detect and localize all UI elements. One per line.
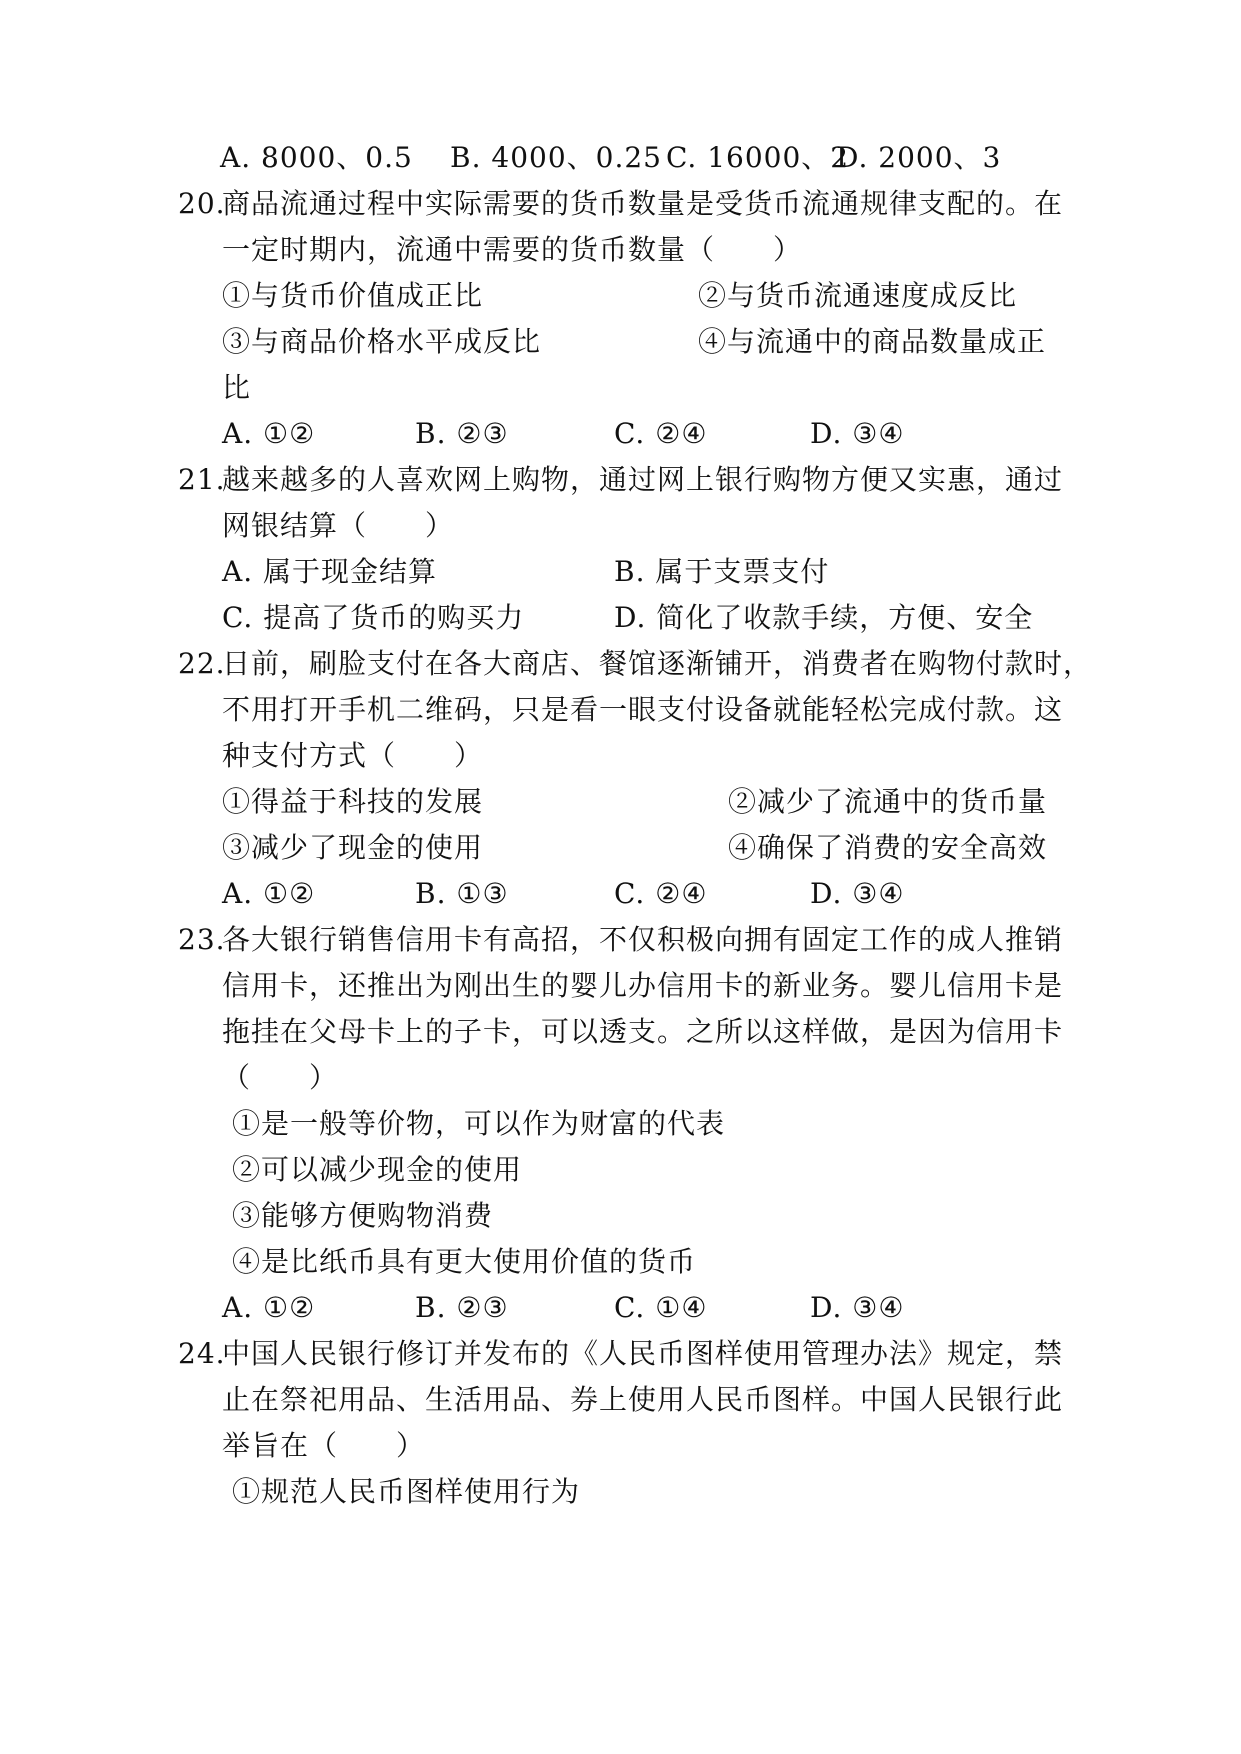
q22-option-b: B. ①③ <box>415 877 509 910</box>
q21-option-d: D. 简化了收款手续，方便、安全 <box>614 601 1034 634</box>
q19-options <box>0 138 1241 178</box>
q22-options <box>0 874 1241 914</box>
q21-stem-line-1: 21. 越来越多的人喜欢网上购物，通过网上银行购物方便又实惠，通过 <box>0 460 1241 500</box>
q24-statement-1: ①规范人民币图样使用行为 <box>232 1475 581 1508</box>
q21-option-a: A. 属于现金结算 <box>222 555 438 588</box>
q22-option-c: C. ②④ <box>614 877 708 910</box>
q23-stem-line-3: 拖挂在父母卡上的子卡，可以透支。之所以这样做，是因为信用卡 <box>222 1015 1064 1048</box>
q20-options <box>0 414 1241 454</box>
q22-stem-line-1: 22. 日前，刷脸支付在各大商店、餐馆逐渐铺开，消费者在购物付款时， <box>0 644 1241 684</box>
q23-stem-line-1: 23. 各大银行销售信用卡有高招，不仅积极向拥有固定工作的成人推销 <box>0 920 1241 960</box>
q23-statement-2: ②可以减少现金的使用 <box>232 1153 523 1186</box>
q23-statement-3: ③能够方便购物消费 <box>232 1199 494 1232</box>
q23-stem-line-4: （ ） <box>222 1061 339 1094</box>
q22-statement-1: ①得益于科技的发展 <box>222 785 484 818</box>
q23-option-b: B. ②③ <box>415 1291 509 1324</box>
q20-option-a: A. ①② <box>222 417 316 450</box>
q22-statement-2: ②减少了流通中的货币量 <box>728 785 1048 818</box>
q20-statement-4: ④与流通中的商品数量成正 <box>698 325 1047 358</box>
q21-options-row-2 <box>0 598 1241 638</box>
q24-stem-line-1: 24. 中国人民银行修订并发布的《人民币图样使用管理办法》规定，禁 <box>0 1334 1241 1374</box>
q20-option-c: C. ②④ <box>614 417 708 450</box>
q23-option-a: A. ①② <box>222 1291 316 1324</box>
q23-options <box>0 1288 1241 1328</box>
q20-statement-4-wrap: 比 <box>222 371 252 404</box>
q20-number: 20. <box>178 187 226 220</box>
q20-option-b: B. ②③ <box>415 417 509 450</box>
q24-stem-line-2: 止在祭祀用品、生活用品、券上使用人民币图样。中国人民银行此 <box>222 1383 1064 1416</box>
q19-option-c: C. 16000、2 <box>666 141 850 174</box>
q20-stem-line-2: 一定时期内，流通中需要的货币数量（ ） <box>222 233 803 266</box>
q21-options-row-1 <box>0 552 1241 592</box>
q21-number: 21. <box>178 463 226 496</box>
q20-statements-row-2 <box>0 322 1241 362</box>
q20-statements-row-1 <box>0 276 1241 316</box>
q23-statement-4: ④是比纸币具有更大使用价值的货币 <box>232 1245 697 1278</box>
q19-option-a: A. 8000、0.5 <box>220 141 413 174</box>
q23-stem-line-2: 信用卡，还推出为刚出生的婴儿办信用卡的新业务。婴儿信用卡是 <box>222 969 1064 1002</box>
q22-statement-3: ③减少了现金的使用 <box>222 831 484 864</box>
q22-statements-row-1 <box>0 782 1241 822</box>
q22-statements-row-2 <box>0 828 1241 868</box>
q19-option-b: B. 4000、0.25 <box>450 141 662 174</box>
q20-option-d: D. ③④ <box>810 417 905 450</box>
q21-option-b: B. 属于支票支付 <box>614 555 830 588</box>
q23-number: 23. <box>178 923 226 956</box>
q21-option-c: C. 提高了货币的购买力 <box>222 601 525 634</box>
q20-statement-1: ①与货币价值成正比 <box>222 279 484 312</box>
q22-statement-4: ④确保了消费的安全高效 <box>728 831 1048 864</box>
q22-stem-line-2: 不用打开手机二维码，只是看一眼支付设备就能轻松完成付款。这 <box>222 693 1064 726</box>
q24-stem-line-3: 举旨在（ ） <box>222 1429 426 1462</box>
q22-number: 22. <box>178 647 226 680</box>
q20-statement-3: ③与商品价格水平成反比 <box>222 325 542 358</box>
q23-option-d: D. ③④ <box>810 1291 905 1324</box>
q20-statement-2: ②与货币流通速度成反比 <box>698 279 1018 312</box>
q21-stem-line-2: 网银结算（ ） <box>222 509 455 542</box>
q19-option-d: D. 2000、3 <box>836 141 1002 174</box>
q22-stem-line-3: 种支付方式（ ） <box>222 739 484 772</box>
q23-option-c: C. ①④ <box>614 1291 708 1324</box>
q20-stem-line-1: 20. 商品流通过程中实际需要的货币数量是受货币流通规律支配的。在 <box>0 184 1241 224</box>
q22-option-a: A. ①② <box>222 877 316 910</box>
q22-option-d: D. ③④ <box>810 877 905 910</box>
q24-number: 24. <box>178 1337 226 1370</box>
q23-statement-1: ①是一般等价物，可以作为财富的代表 <box>232 1107 726 1140</box>
